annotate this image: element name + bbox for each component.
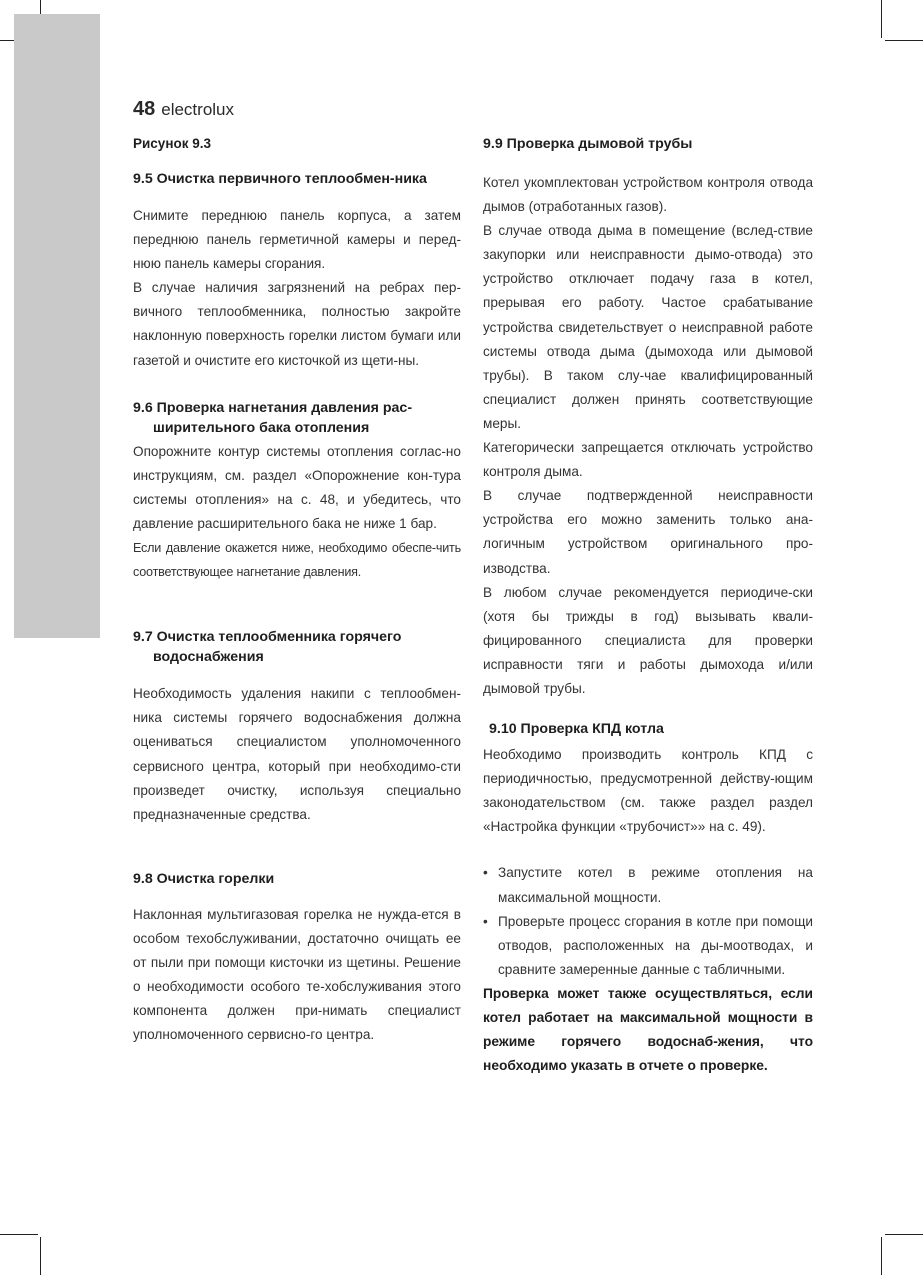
crop-mark [885, 40, 923, 41]
page-header [133, 98, 234, 121]
section-9-8-p1: Наклонная мультигазовая горелка не нужда-ется в особом техобслуживании, достаточно очищать ее от пыли при помощи кисточки из щетины. Решение о необходимости особого те-хобслуживания этого компонента должен при-нимать специалист уполномоченного сервисно-го центра. [133, 906, 461, 1043]
left-column [133, 134, 461, 1047]
section-9-6-title: 9.6 Проверка нагнетания давления рас-ширительного бака отопления [133, 399, 413, 436]
section-9-10-title: 9.10 Проверка КПД котла [489, 721, 664, 738]
bullet-icon: • [483, 913, 488, 929]
crop-mark [0, 1234, 38, 1235]
brand-name: electrolux [161, 100, 235, 119]
crop-mark [881, 0, 882, 38]
section-9-8-title: 9.8 Очистка горелки [133, 870, 275, 887]
section-9-10-p1: Необходимо производить контроль КПД с периодичностью, предусмотренной действу-ющим законодательством (см. также раздел раздел «Настройка функции «трубочист»» на с. 49). [483, 747, 813, 835]
crop-mark [881, 1237, 882, 1275]
crop-mark [885, 1234, 923, 1235]
section-9-9-title: 9.9 Проверка дымовой трубы [483, 136, 693, 152]
section-9-7-p1: Необходимость удаления накипи с теплообмен-ника системы горячего водоснабжения должна оцениваться специалистом уполномоченного сервисного центра, который при необходимо-сти произведет очистку, используя специально предназначенные средства. [133, 686, 461, 822]
section-9-6-p1: Опорожните контур системы отопления соглас-но инструкциям, см. раздел «Опорожнение кон-тура системы отопления» на с. 48, и убедитесь, что давление расширительного бака не ниже 1 бар. [133, 443, 461, 531]
section-9-5-p2: В случае наличия загрязнений на ребрах пер-вичного теплообменника, полностью закройте наклонную поверхность горелки листом бумаги или газетой и очистите его кисточкой из щети-ны. [133, 280, 461, 368]
figure-label: Рисунок 9.3 [133, 136, 211, 151]
section-9-9-p1: Котел укомплектован устройством контроля отвода дымов (отработанных газов). [483, 175, 813, 215]
bold-note: Проверка может также осуществляться, если котел работает на максимальной мощности в режиме горячего водоснаб-жения, что необходимо указать в отчете о проверке. [483, 985, 813, 1074]
section-9-5-p1: Снимите переднюю панель корпуса, а затем переднюю панель герметичной камеры и перед-нюю панель камеры сгорания. [133, 208, 461, 272]
bullet-icon: • [483, 865, 488, 881]
bullet-list [483, 861, 813, 981]
section-9-9-p4: В случае подтвержденной неисправности устройства его можно заменить только ана-логичным устройством оригинального про-изводства. [483, 488, 813, 576]
page-number: 48 [133, 98, 156, 120]
section-9-5-title: 9.5 Очистка первичного теплообмен-ника [133, 171, 427, 187]
list-item: • Запустите котел в режиме отопления на максимальной мощности. [483, 861, 813, 909]
section-9-9-p3: Категорически запрещается отключать устройство контроля дыма. [483, 440, 813, 480]
crop-mark [40, 1237, 41, 1275]
list-item: • Проверьте процесс сгорания в котле при помощи отводов, расположенных на ды-моотводах, и сравните замеренные данные с табличными. [483, 910, 813, 982]
right-column [483, 134, 813, 1078]
section-9-9-p5: В любом случае рекомендуется периодиче-ски (хотя бы трижды в год) вызывать квали-фицированного специалиста для проверки исправности тяги и работы дымохода и/или дымовой трубы. [483, 584, 813, 696]
section-9-7-title: 9.7 Очистка теплообменника горячего водоснабжения [133, 629, 402, 666]
gray-sidebar-band [14, 14, 100, 638]
section-9-6-p2: Если давление окажется ниже, необходимо обеспе-чить соответствующее нагнетание давления. [133, 541, 461, 580]
section-9-9-p2: В случае отвода дыма в помещение (вслед-ствие закупорки или неисправности дымо-отвода) это устройство отключает подачу газа в котел, прерывая его работу. Частое срабатывание устройства свидетельствует о неисправной работе системы отвода дыма (дымохода или дымовой трубы). В таком слу-чае квалифицированный специалист должен принять соответствующие меры. [483, 223, 813, 431]
